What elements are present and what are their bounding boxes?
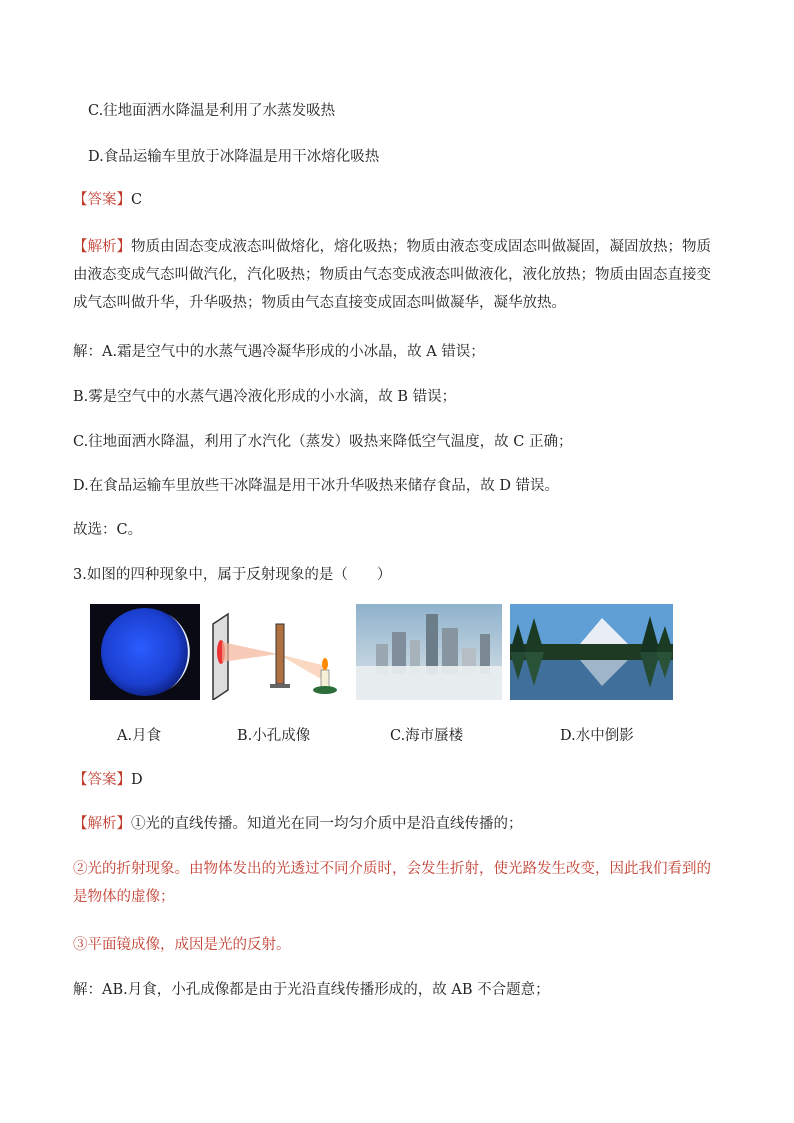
option-c-line: C.往地面洒水降温是利用了水蒸发吸热	[88, 103, 336, 119]
option-d-line: D.食品运输车里放于冰降温是用干冰熔化吸热	[88, 149, 380, 165]
choose-line: 故选：C。	[73, 522, 143, 538]
analysis-text: 物质由固态变成液态叫做熔化，熔化吸热；物质由液态变成固态叫做凝固，凝固放热；物质由液态变成气态叫做汽化，汽化吸热；物质由气态变成液态叫做液化，液化放热；物质由固态直接变成气态叫做升华，升华吸热；物质由气态直接变成固态叫做凝华，凝华放热。	[73, 239, 711, 311]
solution-c: C.往地面洒水降温，利用了水汽化（蒸发）吸热来降低空气温度，故 C 正确；	[73, 434, 573, 450]
analysis-p1: ①光的直线传播。知道光在同一均匀介质中是沿直线传播的；	[131, 816, 523, 832]
question-3: 3.如图的四种现象中，属于反射现象的是（ ）	[73, 567, 392, 583]
analysis-2	[73, 814, 523, 834]
analysis-label: 【解析】	[73, 816, 131, 832]
analysis-p2: ②光的折射现象。由物体发出的光透过不同介质时，会发生折射，使光路发生改变，因此我们看到的是物体的虚像；	[73, 861, 711, 905]
answer-value: D	[131, 772, 143, 788]
caption-d: D.水中倒影	[560, 728, 634, 744]
answer-2	[73, 770, 143, 790]
analysis-p3: ③平面镜成像，成因是光的反射。	[73, 937, 291, 953]
answer-label: 【答案】	[73, 192, 131, 208]
answer-value: C	[131, 192, 143, 208]
answer-1	[73, 190, 142, 210]
caption-a: A.月食	[117, 728, 162, 744]
analysis-label: 【解析】	[73, 239, 131, 255]
analysis-1	[73, 233, 723, 317]
image-lunar-eclipse	[90, 604, 200, 700]
solution-d: D.在食品运输车里放些干冰降温是用干冰升华吸热来储存食品，故 D 错误。	[73, 478, 560, 494]
image-water-reflection	[510, 604, 673, 700]
image-mirage	[356, 604, 502, 700]
caption-c: C.海市蜃楼	[390, 728, 464, 744]
solution-ab: 解：AB.月食，小孔成像都是由于光沿直线传播形成的，故 AB 不合题意；	[73, 982, 550, 998]
answer-label: 【答案】	[73, 772, 131, 788]
solution-a: 解：A.霜是空气中的水蒸气遇冷凝华形成的小冰晶，故 A 错误；	[73, 344, 485, 360]
solution-b: B.雾是空气中的水蒸气遇冷液化形成的小水滴，故 B 错误；	[73, 389, 457, 405]
image-pinhole	[208, 604, 338, 700]
caption-b: B.小孔成像	[237, 728, 311, 744]
